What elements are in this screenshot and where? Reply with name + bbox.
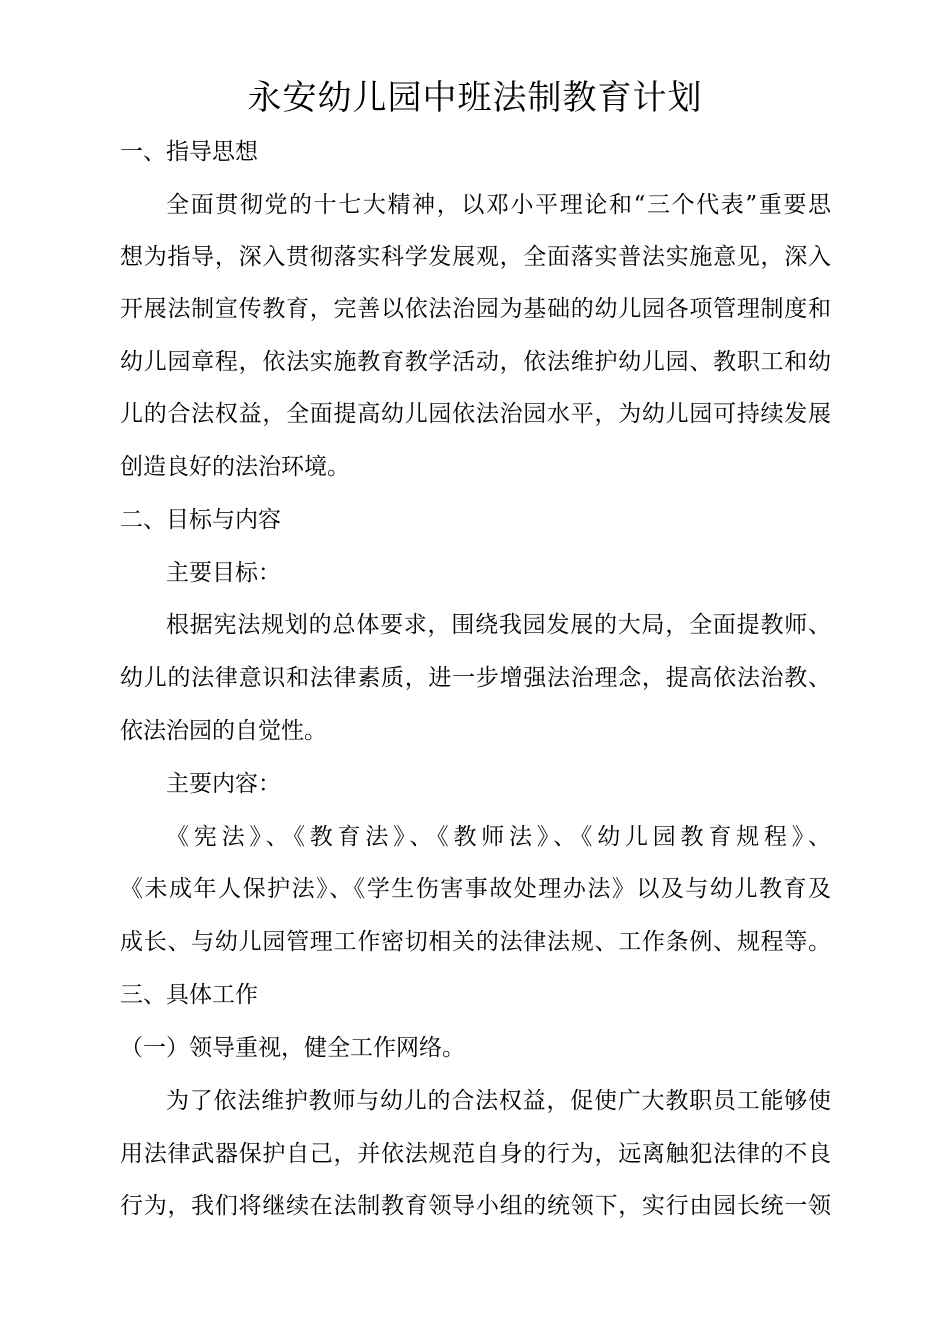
paragraph-line: 根据宪法规划的总体要求，围绕我园发展的大局，全面提教师、	[166, 612, 831, 638]
section-1-heading: 一、指导思想	[120, 139, 258, 165]
paragraph-line: 儿的合法权益，全面提高幼儿园依法治园水平，为幼儿园可持续发展	[120, 401, 831, 427]
paragraph-line: 《宪法》、《教育法》、《教师法》、《幼儿园教育规程》、	[166, 824, 831, 850]
goal-label: 主要目标：	[166, 560, 281, 586]
paragraph-line: 成长、与幼儿园管理工作密切相关的法律法规、工作条例、规程等。	[120, 929, 831, 955]
paragraph-line: 开展法制宣传教育，完善以依法治园为基础的幼儿园各项管理制度和	[120, 296, 831, 322]
section-3-heading: 三、具体工作	[120, 982, 258, 1008]
paragraph-line: 用法律武器保护自己，并依法规范自身的行为，远离触犯法律的不良	[120, 1141, 831, 1167]
paragraph-line: 创造良好的法治环境。	[120, 454, 350, 480]
subsection-heading: （一）领导重视，健全工作网络。	[120, 1035, 465, 1061]
content-label: 主要内容：	[166, 771, 281, 797]
paragraph-line: 为了依法维护教师与幼儿的合法权益，促使广大教职员工能够使	[166, 1088, 831, 1114]
paragraph-line: 幼儿园章程，依法实施教育教学活动，依法维护幼儿园、教职工和幼	[120, 349, 831, 375]
paragraph-line: 行为，我们将继续在法制教育领导小组的统领下，实行由园长统一领	[120, 1193, 831, 1219]
section-2-heading: 二、目标与内容	[120, 507, 281, 533]
paragraph-line: 幼儿的法律意识和法律素质，进一步增强法治理念，提高依法治教、	[120, 665, 831, 691]
paragraph-line: 全面贯彻党的十七大精神，以邓小平理论和“三个代表”重要思	[166, 192, 831, 218]
paragraph-line: 想为指导，深入贯彻落实科学发展观，全面落实普法实施意见，深入	[120, 244, 831, 270]
document-title: 永安幼儿园中班法制教育计划	[247, 78, 703, 118]
paragraph-line: 依法治园的自觉性。	[120, 718, 327, 744]
paragraph-line: 《未成年人保护法》、《学生伤害事故处理办法》以及与幼儿教育及	[120, 876, 831, 902]
